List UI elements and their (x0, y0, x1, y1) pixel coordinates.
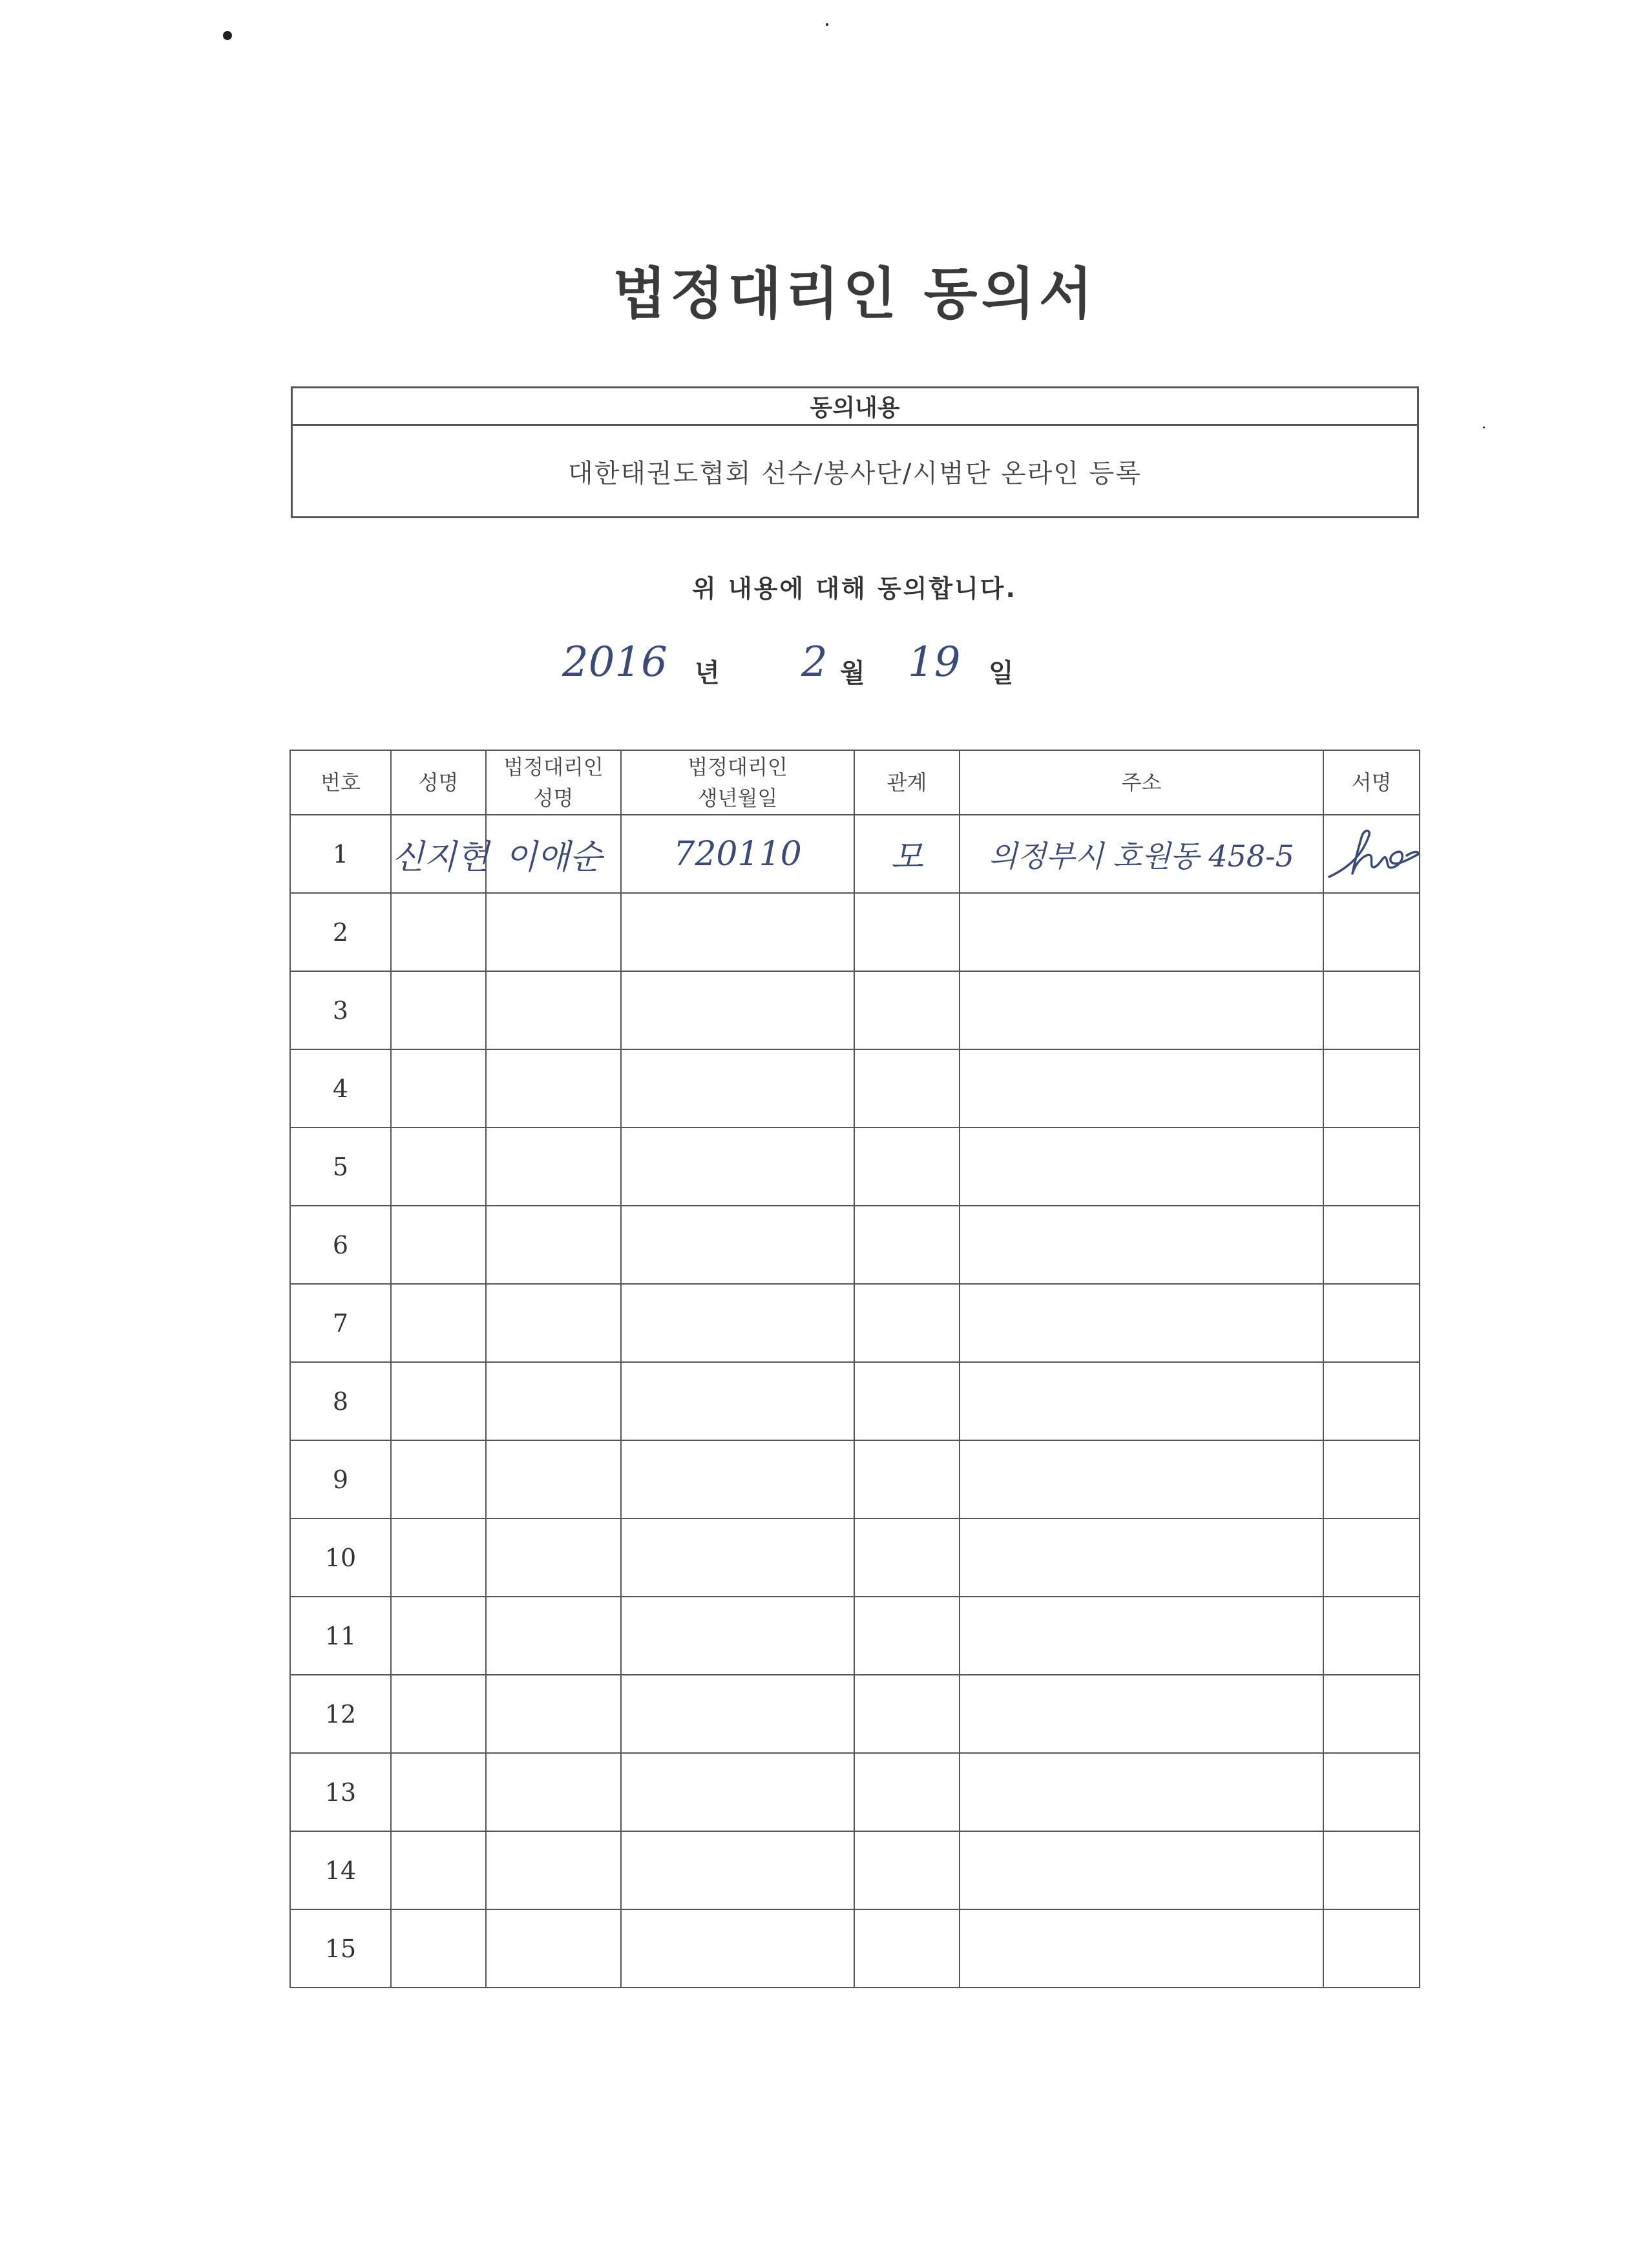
cell-guardian-birth[interactable] (621, 1909, 854, 1988)
cell-relation[interactable] (854, 1284, 960, 1362)
table-row (290, 1831, 1420, 1909)
col-header-guardian-birth: 법정대리인 생년월일 (621, 750, 854, 815)
cell-name[interactable] (391, 1675, 486, 1753)
date-month-unit: 월 (840, 658, 865, 688)
cell-guardian-birth[interactable] (621, 1831, 854, 1909)
cell-name[interactable] (391, 1518, 486, 1597)
cell-guardian-name[interactable] (486, 1597, 621, 1675)
cell-guardian-name[interactable] (486, 1049, 621, 1128)
cell-signature[interactable] (1323, 1675, 1420, 1753)
col-header-relation: 관계 (854, 750, 960, 815)
cell-guardian-birth[interactable] (621, 1518, 854, 1597)
cell-signature[interactable] (1323, 1597, 1420, 1675)
cell-signature[interactable] (1323, 1753, 1420, 1831)
cell-signature[interactable] (1323, 1128, 1420, 1206)
table-row (290, 1284, 1420, 1362)
date-day[interactable]: 19 (908, 638, 961, 686)
cell-signature[interactable] (1323, 1284, 1420, 1362)
cell-guardian-birth[interactable] (621, 1128, 854, 1206)
row-number: 3 (290, 971, 391, 1049)
consent-header: 동의내용 (293, 388, 1417, 426)
table-row (290, 1753, 1420, 1831)
table-row (290, 1362, 1420, 1440)
row-number: 10 (290, 1518, 391, 1597)
consent-content: 대한태권도협회 선수/봉사단/시범단 온라인 등록 (568, 458, 1142, 488)
cell-address[interactable] (960, 1362, 1323, 1440)
table-row (290, 1909, 1420, 1988)
row-number: 5 (290, 1128, 391, 1206)
row-number: 11 (290, 1597, 391, 1675)
cell-address[interactable] (960, 1753, 1323, 1831)
cell-address[interactable] (960, 971, 1323, 1049)
cell-signature[interactable] (1323, 1518, 1420, 1597)
cell-name[interactable] (391, 1909, 486, 1988)
table-row (290, 1128, 1420, 1206)
col-header-address: 주소 (960, 750, 1323, 815)
cell-guardian-name[interactable] (486, 1206, 621, 1284)
row-number: 9 (290, 1440, 391, 1518)
cell-guardian-name[interactable] (486, 1440, 621, 1518)
row-number: 8 (290, 1362, 391, 1440)
cell-name[interactable] (391, 1440, 486, 1518)
cell-relation[interactable] (854, 1675, 960, 1753)
cell-address[interactable] (960, 1206, 1323, 1284)
handwritten-signature (1324, 815, 1420, 892)
row-number: 4 (290, 1049, 391, 1128)
cell-address[interactable] (960, 1440, 1323, 1518)
table-row (290, 1440, 1420, 1518)
cell-relation[interactable] (854, 1753, 960, 1831)
row-number: 2 (290, 893, 391, 971)
page-title: 법정대리인 동의서 (613, 262, 1097, 326)
cell-relation[interactable] (854, 1909, 960, 1988)
row-number: 7 (290, 1284, 391, 1362)
col-header-guardian-name: 법정대리인 성명 (486, 750, 621, 815)
cell-guardian-name[interactable] (486, 1675, 621, 1753)
cell-guardian-name[interactable] (486, 1284, 621, 1362)
cell-guardian-name[interactable] (486, 1753, 621, 1831)
table-row (290, 971, 1420, 1049)
cell-guardian-birth[interactable] (621, 893, 854, 971)
cell-relation[interactable] (854, 1831, 960, 1909)
scan-speck (1483, 426, 1485, 428)
date-year[interactable]: 2016 (562, 638, 667, 686)
row-number: 6 (290, 1206, 391, 1284)
row-number: 12 (290, 1675, 391, 1753)
cell-signature[interactable] (1323, 1049, 1420, 1128)
table-row (290, 1518, 1420, 1597)
cell-guardian-birth[interactable]: 720110 (621, 815, 854, 893)
table-row (290, 1675, 1420, 1753)
consent-box (291, 386, 1419, 518)
table-row (290, 893, 1420, 971)
cell-name[interactable] (391, 1206, 486, 1284)
cell-name[interactable]: 신지현 (391, 815, 486, 893)
cell-address[interactable] (960, 1675, 1323, 1753)
cell-guardian-name[interactable]: 이애순 (486, 815, 621, 893)
row-number: 15 (290, 1909, 391, 1988)
cell-guardian-birth[interactable] (621, 1675, 854, 1753)
cell-guardian-name[interactable] (486, 893, 621, 971)
cell-guardian-name[interactable] (486, 1831, 621, 1909)
cell-address[interactable] (960, 1831, 1323, 1909)
cell-relation[interactable] (854, 1362, 960, 1440)
cell-guardian-birth[interactable] (621, 1049, 854, 1128)
cell-relation[interactable]: 모 (854, 815, 960, 893)
cell-signature[interactable] (1323, 815, 1420, 893)
cell-guardian-name[interactable] (486, 1362, 621, 1440)
cell-relation[interactable] (854, 1518, 960, 1597)
cell-signature[interactable] (1323, 1440, 1420, 1518)
cell-signature[interactable] (1323, 1206, 1420, 1284)
col-header-no: 번호 (290, 750, 391, 815)
cell-relation[interactable] (854, 971, 960, 1049)
guardian-table (289, 750, 1420, 1988)
cell-address[interactable] (960, 1518, 1323, 1597)
cell-name[interactable] (391, 1597, 486, 1675)
cell-guardian-name[interactable] (486, 1909, 621, 1988)
cell-name[interactable] (391, 1362, 486, 1440)
scan-speck (826, 23, 828, 26)
cell-guardian-name[interactable] (486, 1128, 621, 1206)
cell-name[interactable] (391, 893, 486, 971)
table-row (290, 1206, 1420, 1284)
col-header-signature: 서명 (1323, 750, 1420, 815)
cell-relation[interactable] (854, 1440, 960, 1518)
cell-address[interactable] (960, 1909, 1323, 1988)
cell-guardian-birth[interactable] (621, 1362, 854, 1440)
cell-signature[interactable] (1323, 1831, 1420, 1909)
date-day-unit: 일 (989, 658, 1014, 688)
cell-name[interactable] (391, 1831, 486, 1909)
cell-guardian-birth[interactable] (621, 1284, 854, 1362)
cell-name[interactable] (391, 1049, 486, 1128)
cell-address[interactable]: 의정부시 호원동 458-5 (960, 815, 1323, 893)
cell-address[interactable] (960, 893, 1323, 971)
col-header-name: 성명 (391, 750, 486, 815)
table-row (290, 815, 1420, 893)
row-number: 13 (290, 1753, 391, 1831)
cell-relation[interactable] (854, 893, 960, 971)
cell-name[interactable] (391, 1128, 486, 1206)
table-row (290, 1049, 1420, 1128)
cell-guardian-birth[interactable] (621, 971, 854, 1049)
cell-name[interactable] (391, 1284, 486, 1362)
cell-signature[interactable] (1323, 893, 1420, 971)
row-number: 1 (290, 815, 391, 893)
cell-signature[interactable] (1323, 971, 1420, 1049)
cell-name[interactable] (391, 1753, 486, 1831)
cell-address[interactable] (960, 1597, 1323, 1675)
row-number: 14 (290, 1831, 391, 1909)
date-line (0, 640, 1649, 698)
cell-guardian-birth[interactable] (621, 1597, 854, 1675)
date-month[interactable]: 2 (801, 638, 828, 686)
cell-relation[interactable] (854, 1128, 960, 1206)
cell-name[interactable] (391, 971, 486, 1049)
cell-relation[interactable] (854, 1049, 960, 1128)
cell-guardian-birth[interactable] (621, 1753, 854, 1831)
cell-guardian-name[interactable] (486, 1518, 621, 1597)
cell-signature[interactable] (1323, 1362, 1420, 1440)
cell-address[interactable] (960, 1284, 1323, 1362)
cell-guardian-birth[interactable] (621, 1206, 854, 1284)
scan-speck (223, 31, 232, 40)
cell-relation[interactable] (854, 1597, 960, 1675)
cell-address[interactable] (960, 1049, 1323, 1128)
cell-guardian-birth[interactable] (621, 1440, 854, 1518)
cell-signature[interactable] (1323, 1909, 1420, 1988)
cell-address[interactable] (960, 1128, 1323, 1206)
cell-relation[interactable] (854, 1206, 960, 1284)
table-row (290, 1597, 1420, 1675)
cell-guardian-name[interactable] (486, 971, 621, 1049)
table-header-row (290, 750, 1420, 815)
agree-statement: 위 내용에 대해 동의합니다. (692, 574, 1017, 603)
date-year-unit: 년 (695, 658, 720, 688)
